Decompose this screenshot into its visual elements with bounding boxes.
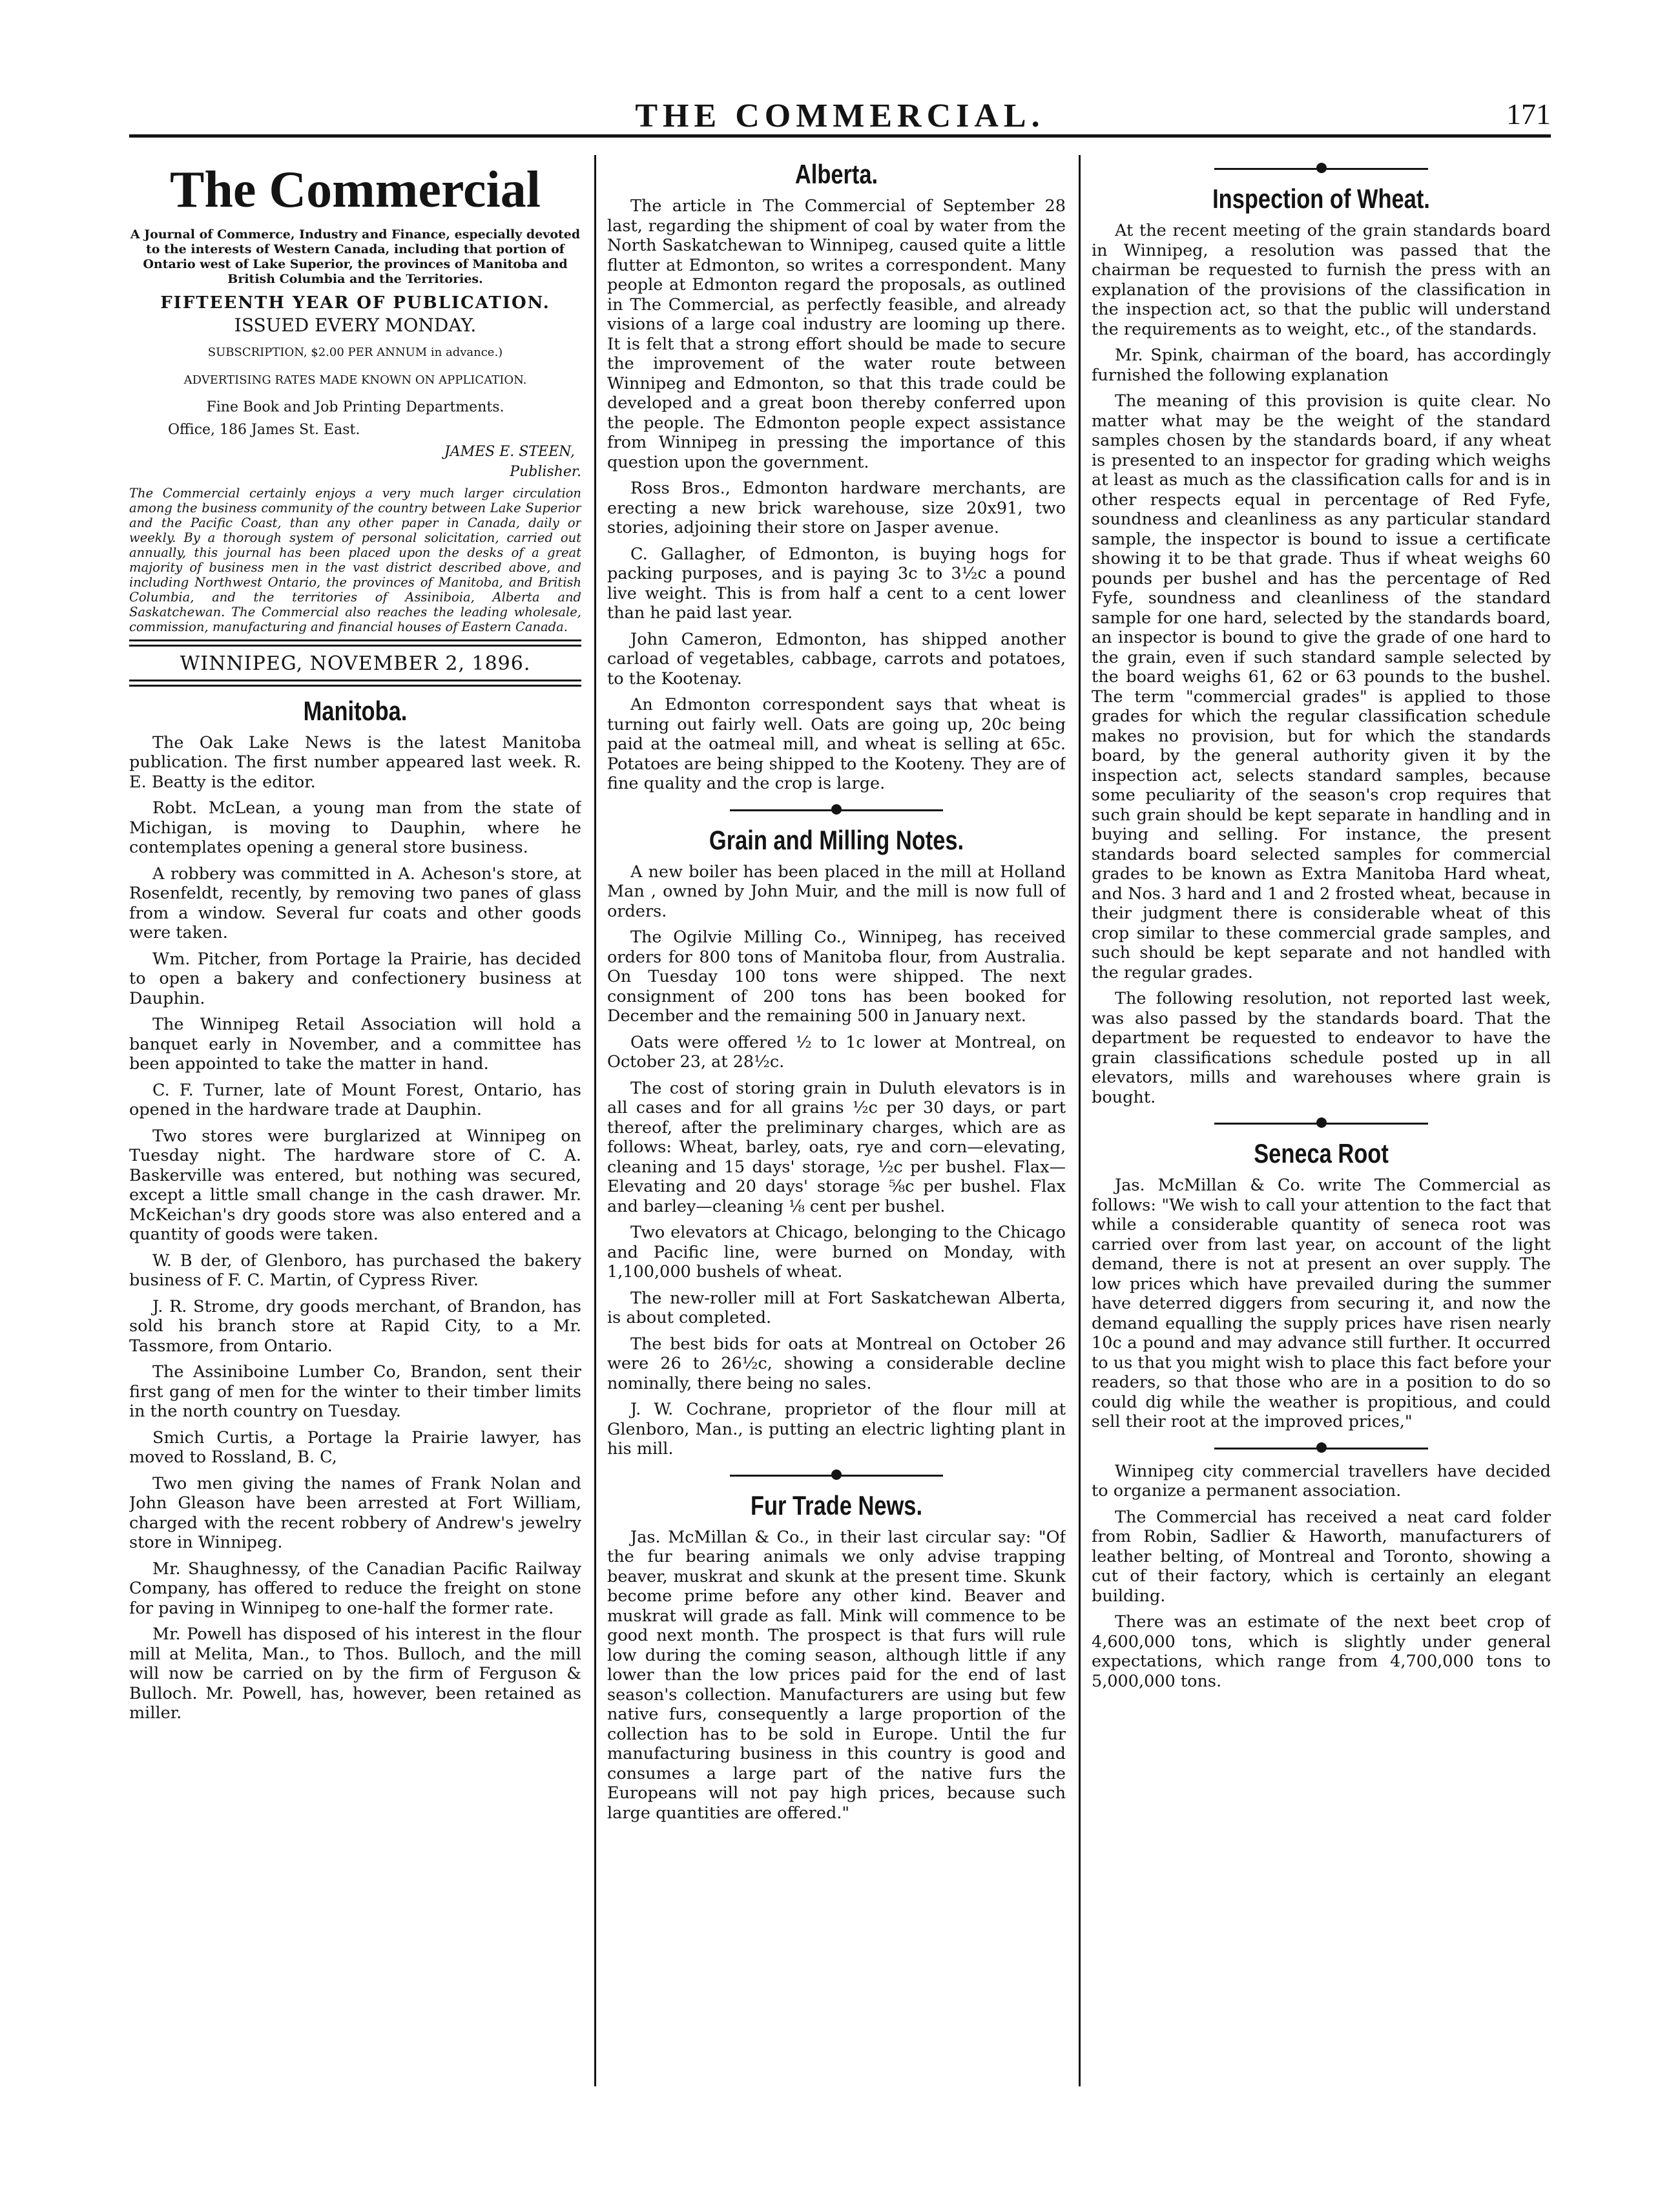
section-heading-inspection: Inspection of Wheat. (1212, 183, 1430, 214)
article-paragraph: Jas. McMillan & Co. write The Commercial as follows: "We wish to call your attention to the fact that while a considerable quantity of seneca root was carried over from last year, on account of the light demand, there is not at present an over supply. The low prices which have prevailed during the summer have deterred diggers from securing it, and now the demand equalling the supply prices have risen nearly 10c a pound and may advance still further. It occurred to us that you might wish to place this fact before your readers, so that those who are in a position to do so could dig while the weather is propitious, and could sell their root at the improved prices," (1092, 1176, 1551, 1431)
dateline-rule (129, 680, 581, 687)
column-right (1092, 155, 1551, 2080)
section-separator (1092, 1114, 1551, 1133)
running-head (129, 97, 1551, 149)
header-rule (129, 134, 1551, 138)
article-paragraph: The best bids for oats at Montreal on October 26 were 26 to 26½c, showing a considerable decline nominally, there being no sales. (607, 1334, 1066, 1393)
article-paragraph: Mr. Shaughnessy, of the Canadian Pacific Railway Company, has offered to reduce the freight on stone for paving in Winnipeg to one-half the former rate. (129, 1559, 581, 1618)
column-left (129, 155, 581, 2080)
separator-ornament (1316, 163, 1327, 173)
article-paragraph: The Commercial has received a neat card folder from Robin, Sadlier & Haworth, manufacturers of leather belting, of Montreal and Toronto, showing a cut of their factory, which is certainly an elegant building. (1092, 1507, 1551, 1606)
masthead-printing: Fine Book and Job Printing Departments. (206, 399, 504, 415)
column-divider (1079, 155, 1081, 2086)
article-paragraph: John Cameron, Edmonton, has shipped another carload of vegetables, cabbage, carrots and potatoes, to the Kootenay. (607, 629, 1066, 689)
masthead-blurb: The Commercial certainly enjoys a very much larger circulation among the business community of the country between Lake Superior and the Pacific Coast, than any other paper in Canada, daily or weekly. By a thorough system of personal solicitation, carried out annually, this journal has been placed upon the desks of a great majority of business men in the vast district described above, and including Northwest Ontario, the provinces of Manitoba, and British Columbia, and the territories of Assiniboia, Alberta and Saskatchewan. The Commercial also reaches the leading wholesale, commission, manufacturing and financial houses of Eastern Canada. (129, 486, 581, 634)
article-paragraph: Robt. McLean, a young man from the state of Michigan, is moving to Dauphin, where he contemplates opening a general store business. (129, 798, 581, 857)
running-title: THE COMMERCIAL. (635, 98, 1045, 134)
article-paragraph: The Ogilvie Milling Co., Winnipeg, has received orders for 800 tons of Manitoba flour, from Australia. On Tuesday 100 tons were shipped. The next consignment of 200 tons has been booked for December and the remaining 500 in January next. (607, 928, 1066, 1026)
article-paragraph: Winnipeg city commercial travellers have decided to organize a permanent association. (1092, 1461, 1551, 1501)
article-paragraph: The Oak Lake News is the latest Manitoba publication. The first number appeared last week. R. E. Beatty is the editor. (129, 732, 581, 792)
column-divider (594, 155, 596, 2086)
article-paragraph: The new-roller mill at Fort Saskatchewan Alberta, is about completed. (607, 1288, 1066, 1327)
masthead-description: A Journal of Commerce, Industry and Finance, especially devoted to the interests of Western Canada, including that portion of Ontario west of Lake Superior, the provinces of Manitoba and British Columbia and the Territories. (130, 227, 581, 286)
article-paragraph: The Winnipeg Retail Association will hold a banquet early in November, and a committee has been appointed to take the matter in hand. (129, 1015, 581, 1074)
masthead-year-line: FIFTEENTH YEAR OF PUBLICATION. (160, 293, 550, 313)
section-heading-fur-trade: Fur Trade News. (750, 1490, 923, 1521)
article-paragraph: The following resolution, not reported last week, was also passed by the standards board. That the department be requested to endeavor to have the grain classifications schedule posted up in all elevators, mills and warehouses where grain is bought. (1092, 989, 1551, 1107)
article-paragraph: Oats were offered ½ to 1c lower at Montreal, on October 23, at 28½c. (607, 1032, 1066, 1072)
masthead-issued: ISSUED EVERY MONDAY. (234, 314, 477, 336)
article-paragraph: C. F. Turner, late of Mount Forest, Ontario, has opened in the hardware trade at Dauphin. (129, 1080, 581, 1119)
article-paragraph: Two elevators at Chicago, belonging to the Chicago and Pacific line, were burned on Monday, with 1,100,000 bushels of wheat. (607, 1223, 1066, 1282)
masthead-publisher-role: Publisher. (510, 463, 581, 480)
article-paragraph: C. Gallagher, of Edmonton, is buying hogs for packing purposes, and is paying 3c to 3½c a pound live weight. This is from half a cent to a cent lower than he paid last year. (607, 544, 1066, 623)
article-paragraph: J. R. Strome, dry goods merchant, of Brandon, has sold his branch store at Rapid City, to a Mr. Tassmore, from Ontario. (129, 1296, 581, 1356)
article-paragraph: The article in The Commercial of September 28 last, regarding the shipment of coal by water from the North Saskatchewan to Winnipeg, caused quite a little flutter at Edmonton, so writes a correspondent. Many people at Edmonton regard the proposals, as outlined in The Commercial, as perfectly feasible, and already visions of a large coal industry are looming up there. It is felt that a strong effort should be made to secure the improvement of the water route between Winnipeg and Edmonton, so that this trade could be developed and a great boon thereby conferred upon the people. The Edmonton people expect assistance from Winnipeg in pressing the importance of this question upon the government. (607, 196, 1066, 472)
separator-ornament (831, 1470, 842, 1480)
separator-ornament (1316, 1442, 1327, 1453)
section-separator (1092, 1439, 1551, 1458)
article-paragraph: Smich Curtis, a Portage la Prairie lawyer, has moved to Rossland, B. C, (129, 1428, 581, 1467)
section-heading-alberta: Alberta. (794, 159, 878, 189)
section-separator (607, 800, 1066, 820)
article-paragraph: A new boiler has been placed in the mill at Holland Man , owned by John Muir, and the mill is now full of orders. (607, 862, 1066, 921)
article-paragraph: Two men giving the names of Frank Nolan and John Gleason have been arrested at Fort William, charged with the recent robbery of Andrew's jewelry store in Winnipeg. (129, 1473, 581, 1552)
separator-ornament (1316, 1117, 1327, 1128)
section-separator (1092, 159, 1551, 178)
masthead-title: The Commercial (170, 161, 541, 218)
article-paragraph: J. W. Cochrane, proprietor of the flour mill at Glenboro, Man., is putting an electric lighting plant in his mill. (607, 1400, 1066, 1459)
section-heading-grain: Grain and Milling Notes. (709, 824, 964, 855)
masthead-advertising: ADVERTISING RATES MADE KNOWN ON APPLICATION. (183, 373, 527, 387)
column-middle (607, 155, 1066, 2080)
masthead-rule (129, 639, 581, 647)
article-paragraph: The Assiniboine Lumber Co, Brandon, sent their first gang of men for the winter to their timber limits in the north country on Tuesday. (129, 1362, 581, 1421)
article-paragraph: Jas. McMillan & Co., in their last circular say: "Of the fur bearing animals we only advise trapping beaver, muskrat and skunk at the present time. Skunk become prime before any other kind. Beaver and muskrat will grade as fall. Mink will commence to be good next month. The prospect is that furs will rule low during the coming season, although little if any lower than the low prices paid for the end of last season's collection. Manufacturers are using but few native furs, consequently a large proportion of the collection has to be sold in Europe. Until the fur manufacturing business in this country is good and consumes a large part of the native furs the Europeans will not pay high prices, because such large quantities are offered." (607, 1527, 1066, 1823)
masthead-office: Office, 186 James St. East. (168, 421, 360, 438)
article-paragraph: Wm. Pitcher, from Portage la Prairie, has decided to open a bakery and confectionery business at Dauphin. (129, 949, 581, 1008)
article-paragraph: An Edmonton correspondent says that wheat is turning out fairly well. Oats are going up, 20c being paid at the oatmeal mill, and wheat is selling at 65c. Potatoes are being shipped to the Kooteny. They are of fine quality and the crop is large. (607, 695, 1066, 793)
article-paragraph: The cost of storing grain in Duluth elevators is in all cases and for all grains ½c per 30 days, or part thereof, after the preliminary charges, which are as follows: Wheat, barley, oats, rye and corn—elevating, cleaning and 15 days' storage, ½c per bushel. Flax—Elevating and 20 days' storage ⅝c per bushel. Flax and barley—cleaning ⅛ cent per bushel. (607, 1078, 1066, 1216)
section-separator (607, 1466, 1066, 1485)
masthead-subscription: SUBSCRIPTION, $2.00 PER ANNUM in advance.) (207, 346, 503, 359)
section-heading-manitoba: Manitoba. (303, 695, 408, 726)
masthead-publisher: JAMES E. STEEN, (444, 444, 575, 460)
article-paragraph: There was an estimate of the next beet crop of 4,600,000 tons, which is slightly under general expectations, which range from 4,700,000 tons to 5,000,000 tons. (1092, 1612, 1551, 1691)
article-paragraph: Ross Bros., Edmonton hardware merchants, are erecting a new brick warehouse, size 20x91, two stories, adjoining their store on Jasper avenue. (607, 479, 1066, 537)
article-paragraph: The meaning of this provision is quite clear. No matter what may be the weight of the standard samples chosen by the standards board, if any wheat is presented to an inspector for grading which weighs at least as much as the classification calls for and is in other respects equal in percentage of Red Fyfe, soundness and cleanliness as any particular standard sample, the inspector is bound to issue a certificate showing it to be that grade. Thus if wheat weighs 60 pounds per bushel and has the percentage of Red Fyfe, soundness and cleanliness of the standard sample for one hard, selected by the standards board, an inspector is bound to give the grade of one hard to the grain, even if such standard sample selected by the board weighs 61, 62 or 63 pounds to the bushel. The term "commercial grades" is applied to those grades for which the regular classification schedule makes no provision, but for which the standards board, by the general authority given it by the inspection act, selects standard samples, because some peculiarity of the season's crop requires that such grain should be kept separate in handling and in buying and selling. For instance, the present standards board selected samples for commercial grades to be known as Extra Manitoba Hard wheat, and Nos. 3 hard and 1 and 2 frosted wheat, because in their judgment there is considerable wheat of this crop similar to these commercial grade samples, and such should be kept separate and not handled with the regular grades. (1092, 391, 1551, 982)
article-paragraph: At the recent meeting of the grain standards board in Winnipeg, a resolution was passed that the chairman be requested to furnish the press with an explanation of the provisions of the classification in the inspection act, so that the public will understand the requirements as to weight, etc., of the standards. (1092, 221, 1551, 339)
separator-ornament (831, 804, 842, 815)
page-number: 171 (1506, 98, 1551, 130)
article-paragraph: W. B der, of Glenboro, has purchased the bakery business of F. C. Martin, of Cypress River. (129, 1251, 581, 1290)
dateline: WINNIPEG, NOVEMBER 2, 1896. (180, 652, 531, 675)
section-heading-seneca: Seneca Root (1254, 1138, 1389, 1169)
article-paragraph: Mr. Powell has disposed of his interest in the flour mill at Melita, Man., to Thos. Bulloch, and the mill will now be carried on by the firm of Ferguson & Bulloch. Mr. Powell, has, however, been retained as miller. (129, 1625, 581, 1723)
article-paragraph: A robbery was committed in A. Acheson's store, at Rosenfeldt, recently, by removing two panes of glass from a window. Several fur coats and other goods were taken. (129, 864, 581, 942)
article-paragraph: Two stores were burglarized at Winnipeg on Tuesday night. The hardware store of C. A. Baskerville was entered, but nothing was secured, except a little small change in the cash drawer. Mr. McKeichan's dry goods store was also entered and a quantity of goods were taken. (129, 1126, 581, 1244)
article-paragraph: Mr. Spink, chairman of the board, has accordingly furnished the following explanation (1092, 346, 1551, 385)
